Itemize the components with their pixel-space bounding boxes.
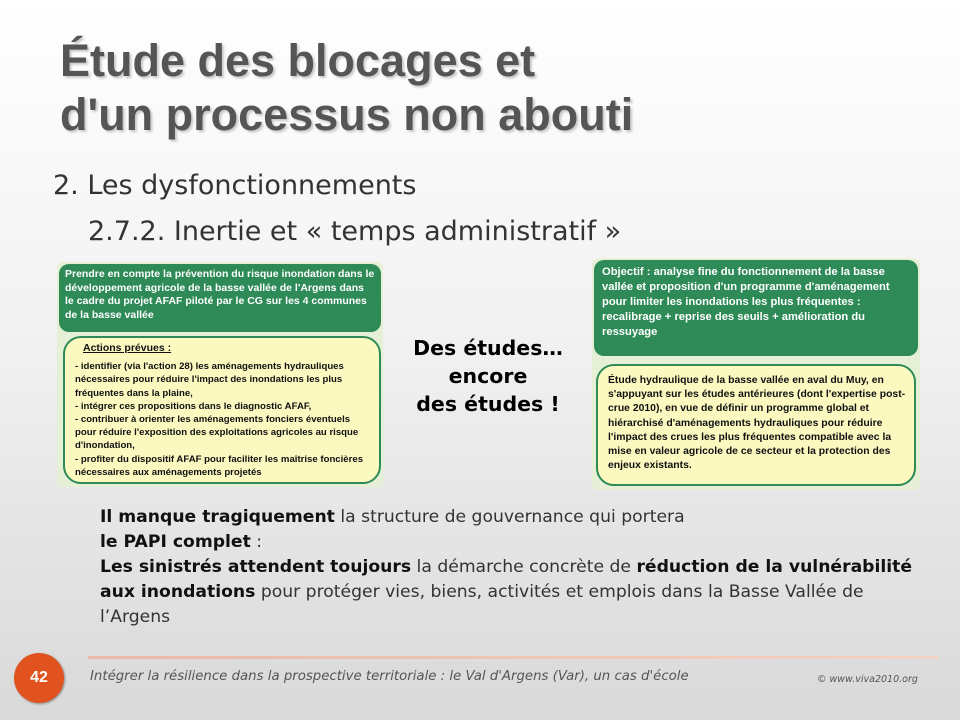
right-green-box: Objectif : analyse fine du fonctionnement de la basse vallée et proposition d'un programme d'aménagement pour limiter les inondations les plus fréquentes : recalibrage + reprise des seuils + amélioration du ressuyage: [594, 260, 918, 356]
body-bold-3: Les sinistrés attendent toujours: [100, 557, 412, 577]
body-bold-2: le PAPI complet: [100, 532, 251, 552]
action-item: - identifier (via l'action 28) les aménagements hydrauliques nécessaires pour réduire l'impact des inondations les plus fréquentes dans la plaine,: [75, 361, 344, 399]
section-heading: 2. Les dysfonctionnements: [53, 170, 417, 201]
footer-copyright: © www.viva2010.org: [817, 674, 918, 685]
subsection-heading: 2.7.2. Inertie et « temps administratif »: [88, 216, 622, 247]
body-text-2: :: [250, 532, 263, 552]
slide-title: [60, 34, 920, 142]
left-image-panel: [57, 262, 383, 487]
middle-line-2: encore: [448, 364, 528, 388]
middle-callout: [396, 334, 580, 418]
right-image-panel: [592, 258, 920, 490]
footer-divider: [88, 656, 938, 659]
middle-line-1: Des études…: [413, 336, 563, 360]
title-line-2: d'un processus non abouti: [60, 89, 634, 140]
action-item: - profiter du dispositif AFAF pour faciliter les maîtrise foncières nécessaires aux aménagements projetés: [75, 453, 364, 478]
body-text-3: la démarche concrète de: [411, 557, 637, 577]
middle-line-3: des études !: [416, 392, 560, 416]
body-text-4: pour protéger vies, biens, activités et emplois dans la Basse Vallée de l’Argens: [100, 582, 864, 627]
body-bold-4: réduction de la vulnérabilité aux inondations: [100, 557, 913, 602]
title-line-1: Étude des blocages et: [60, 35, 536, 86]
body-paragraph: [100, 505, 920, 630]
right-study-box: Étude hydraulique de la basse vallée en aval du Muy, en s'appuyant sur les études antérieures (dont l'expertise post-crue 2010), en vue de définir un programme global et hiérarchisé d'aménagements hydrauliques pour réduire l'impact des crues les plus fréquentes compatible avec la mise en valeur agricole de ce secteur et la protection des enjeux existants.: [596, 364, 916, 486]
body-bold-1: Il manque tragiquement: [100, 507, 335, 527]
action-item: - contribuer à orienter les aménagements fonciers éventuels pour réduire l'exposition des exploitations agricoles au risque d'inondation,: [75, 414, 359, 452]
action-item: - intégrer ces propositions dans le diagnostic AFAF,: [75, 400, 312, 412]
body-text-1: la structure de gouvernance qui portera: [334, 507, 685, 527]
page-number-badge: 42: [14, 653, 64, 703]
footer-caption: Intégrer la résilience dans la prospective territoriale : le Val d'Argens (Var), un cas d'école: [90, 669, 689, 684]
left-actions-box: [63, 336, 381, 484]
actions-title: Actions prévues :: [83, 342, 172, 354]
left-green-box: Prendre en compte la prévention du risque inondation dans le développement agricole de la basse vallée de l'Argens dans le cadre du projet AFAF piloté par le CG sur les 4 communes de la basse vallée: [59, 264, 381, 332]
